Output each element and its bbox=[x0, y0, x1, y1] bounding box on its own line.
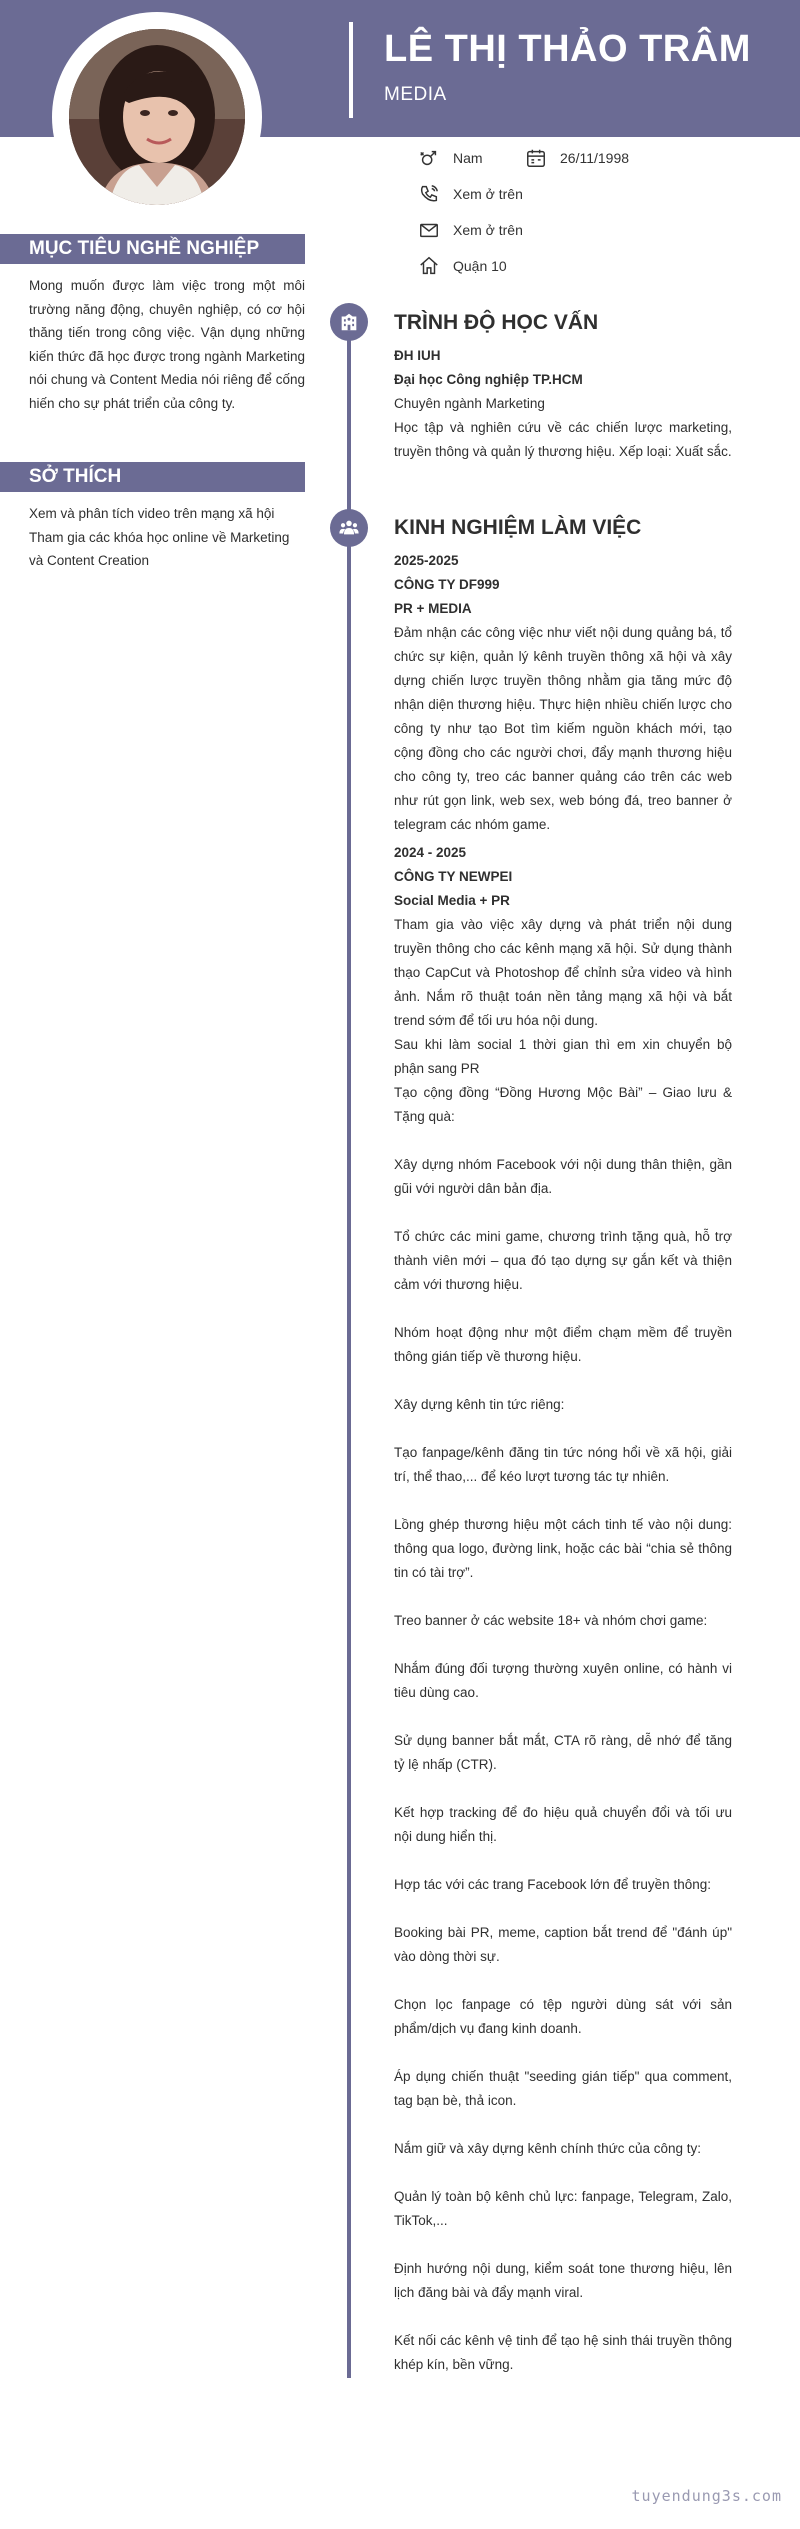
job-position: PR + MEDIA bbox=[394, 601, 472, 616]
job-paragraph: Tạo fanpage/kênh đăng tin tức nóng hổi về xã hội, giải trí, thể thao,... để kéo lượt tương tác tự nhiên. bbox=[394, 1445, 732, 1484]
job-paragraph: Xây dựng kênh tin tức riêng: bbox=[394, 1397, 565, 1412]
gender-value: Nam bbox=[453, 150, 483, 166]
education-description: Học tập và nghiên cứu về các chiến lược marketing, truyền thông và quản lý thương hiệu. Xếp loại: Xuất sắc. bbox=[394, 420, 732, 459]
objective-text: Mong muốn được làm việc trong một môi trường năng động, chuyên nghiệp, có cơ hội thăng tiến trong công việc. Vận dụng những kiến thức đã học được trong ngành Marketing nói chung và Content Media nói riêng để cống hiến cho sự phát triển của công ty. bbox=[29, 278, 305, 411]
job-paragraph: Nhóm hoạt động như một điểm chạm mềm để truyền thông gián tiếp về thương hiệu. bbox=[394, 1325, 732, 1364]
watermark: tuyendung3s.com bbox=[631, 2487, 782, 2505]
contact-phone bbox=[417, 183, 523, 205]
job-transfer: Sau khi làm social 1 thời gian thì em xin chuyển bộ phận sang PR bbox=[394, 1037, 732, 1076]
contact-email bbox=[417, 219, 523, 241]
school-icon bbox=[338, 311, 360, 333]
hobbies-heading: SỞ THÍCH bbox=[0, 462, 305, 492]
job-paragraph: Tổ chức các mini game, chương trình tặng quà, hỗ trợ thành viên mới – qua đó tạo dựng sự gắn kết và thiện cảm với thương hiệu. bbox=[394, 1229, 732, 1292]
objective-heading: MỤC TIÊU NGHỀ NGHIỆP bbox=[0, 234, 305, 264]
contact-birthdate bbox=[524, 147, 629, 169]
education-dot bbox=[330, 303, 368, 341]
candidate-role: MEDIA bbox=[384, 84, 447, 105]
job-paragraph: Lồng ghép thương hiệu một cách tinh tế vào nội dung: thông qua logo, đường link, hoặc các bài “chia sẻ thông tin có tài trợ”. bbox=[394, 1517, 732, 1580]
job-community: Tạo cộng đồng “Đồng Hương Mộc Bài” – Giao lưu & Tặng quà: bbox=[394, 1085, 732, 1124]
education-block bbox=[394, 344, 732, 464]
job-intro: Tham gia vào việc xây dựng và phát triển nội dung truyền thông cho các kênh mạng xã hội. Sử dụng thành thạo CapCut và Photoshop để chỉnh sửa video và hình ảnh. Nắm rõ thuật toán nền tảng mạng xã hội và bắt trend sớm để tối ưu hóa nội dung. bbox=[394, 917, 732, 1028]
job-company: CÔNG TY NEWPEI bbox=[394, 869, 513, 884]
hobby-item: Xem và phân tích video trên mạng xã hội bbox=[29, 506, 275, 521]
email-icon bbox=[417, 219, 441, 241]
job-paragraph: Treo banner ở các website 18+ và nhóm chơi game: bbox=[394, 1613, 708, 1628]
education-heading: TRÌNH ĐỘ HỌC VẤN bbox=[394, 311, 599, 334]
job-paragraph: Booking bài PR, meme, caption bắt trend để "đánh úp" vào dòng thời sự. bbox=[394, 1925, 732, 1964]
job-paragraph: Kết hợp tracking để đo hiệu quả chuyển đổi và tối ưu nội dung hiển thị. bbox=[394, 1805, 732, 1844]
hobbies-text bbox=[29, 502, 305, 573]
home-icon bbox=[417, 255, 441, 277]
school-full: Đại học Công nghiệp TP.HCM bbox=[394, 372, 583, 387]
email-value: Xem ở trên bbox=[453, 222, 523, 238]
timeline-line bbox=[347, 322, 351, 2378]
team-icon bbox=[338, 517, 360, 539]
school-short: ĐH IUH bbox=[394, 348, 441, 363]
calendar-icon bbox=[524, 147, 548, 169]
job-paragraph: Sử dụng banner bắt mắt, CTA rõ ràng, dễ nhớ để tăng tỷ lệ nhấp (CTR). bbox=[394, 1733, 732, 1772]
contact-address bbox=[417, 255, 507, 277]
contact-gender bbox=[417, 147, 483, 169]
job-paragraph: Nắm giữ và xây dựng kênh chính thức của công ty: bbox=[394, 2141, 702, 2156]
name-divider bbox=[349, 22, 353, 118]
job-company: CÔNG TY DF999 bbox=[394, 577, 500, 592]
experience-dot bbox=[330, 509, 368, 547]
job-paragraph: Chọn lọc fanpage có tệp người dùng sát với sản phẩm/dịch vụ đang kinh doanh. bbox=[394, 1997, 732, 2036]
job-paragraph: Áp dụng chiến thuật "seeding gián tiếp" qua comment, tag bạn bè, thả icon. bbox=[394, 2069, 732, 2108]
experience-block bbox=[394, 549, 732, 2377]
job-paragraph: Quản lý toàn bộ kênh chủ lực: fanpage, Telegram, Zalo, TikTok,... bbox=[394, 2189, 732, 2228]
gender-icon bbox=[417, 147, 441, 169]
education-major: Chuyên ngành Marketing bbox=[394, 396, 545, 411]
hobby-item: Tham gia các khóa học online về Marketing và Content Creation bbox=[29, 529, 290, 568]
phone-icon bbox=[417, 183, 441, 205]
avatar bbox=[69, 29, 245, 205]
job-paragraph: Xây dựng nhóm Facebook với nội dung thân thiện, gần gũi với người dân bản địa. bbox=[394, 1157, 732, 1196]
job-description: Đảm nhận các công việc như viết nội dung quảng bá, tổ chức sự kiện, quản lý kênh truyền thông xã hội và xây dựng chiến lược truyền thông nhằm gia tăng mức độ nhận diện thương hiệu. Thực hiện nhiều chiến lược cho công ty như tạo Bot tìm kiếm nguồn khách mới, tạo cộng đồng cho các người chơi, đẩy mạnh thương hiệu cho công ty, treo các banner quảng cáo trên các web như rút gọn link, web sex, web bóng đá, treo banner ở telegram các nhóm game. bbox=[394, 625, 732, 832]
job-paragraph: Nhắm đúng đối tượng thường xuyên online, có hành vi tiêu dùng cao. bbox=[394, 1661, 732, 1700]
birthdate-value: 26/11/1998 bbox=[560, 150, 630, 166]
job-paragraph: Định hướng nội dung, kiểm soát tone thương hiệu, lên lịch đăng bài và đẩy mạnh viral. bbox=[394, 2261, 732, 2300]
job-period: 2024 - 2025 bbox=[394, 845, 467, 860]
job-period: 2025-2025 bbox=[394, 553, 459, 568]
address-value: Quận 10 bbox=[453, 258, 507, 274]
job-position: Social Media + PR bbox=[394, 893, 510, 908]
job-paragraph: Hợp tác với các trang Facebook lớn để truyền thông: bbox=[394, 1877, 711, 1892]
job-paragraph: Kết nối các kênh vệ tinh để tạo hệ sinh thái truyền thông khép kín, bền vững. bbox=[394, 2333, 732, 2372]
candidate-name: LÊ THỊ THẢO TRÂM bbox=[384, 28, 751, 70]
experience-heading: KINH NGHIỆM LÀM VIỆC bbox=[394, 516, 642, 539]
avatar-photo bbox=[69, 29, 245, 205]
phone-value: Xem ở trên bbox=[453, 186, 523, 202]
